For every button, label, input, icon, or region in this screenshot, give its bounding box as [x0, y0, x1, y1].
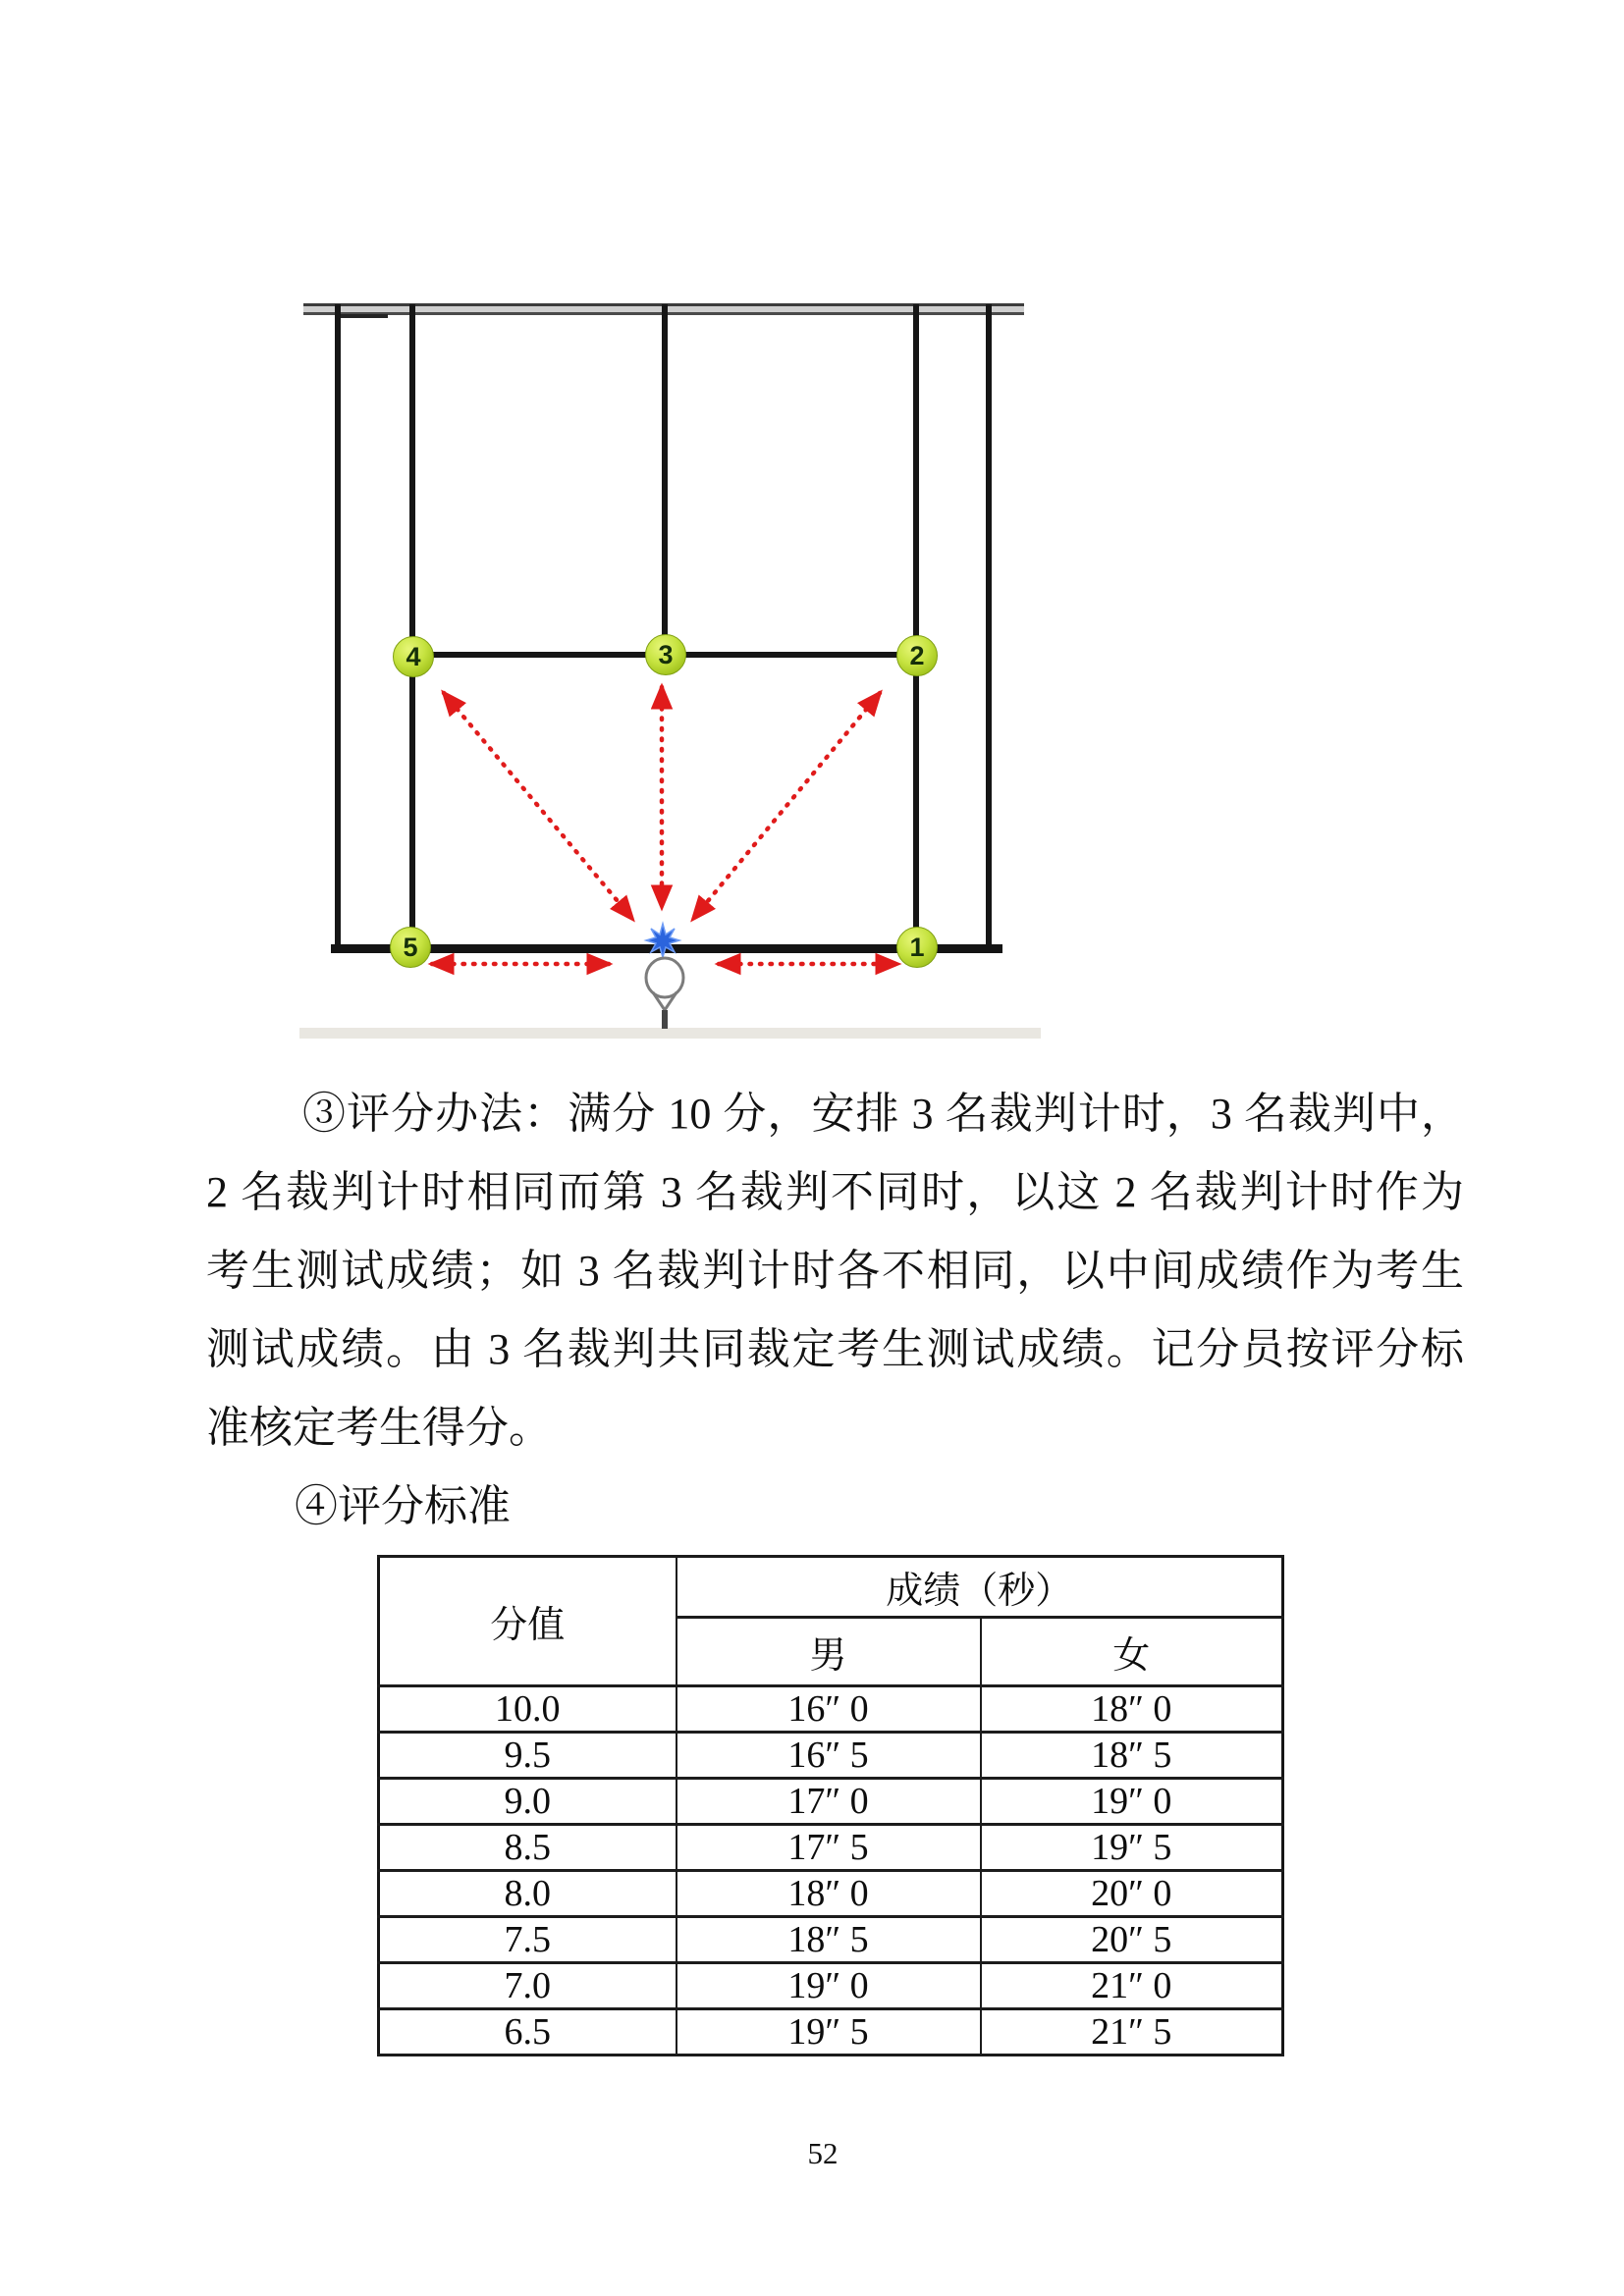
table-header-female: 女: [981, 1618, 1283, 1686]
table-row: [379, 1917, 1283, 1963]
marker-ball-2: [896, 635, 938, 676]
table-row: [379, 1825, 1283, 1871]
heading-scoring-standard: ④评分标准: [295, 1482, 511, 1530]
drill-arrows: [432, 687, 897, 964]
paragraph-line: ③评分办法：满分 10 分，安排 3 名裁判计时，3 名裁判中，: [302, 1090, 1464, 1138]
table-row: [379, 1686, 1283, 1733]
cell-score: 10.0: [379, 1686, 677, 1733]
page-number: 52: [807, 2136, 839, 2170]
paragraph-line: 考生测试成绩；如 3 名裁判计时各不相同，以中间成绩作为考生: [206, 1247, 1464, 1295]
cell-female: 21″ 5: [981, 2009, 1283, 2056]
paragraph-line: 2 名裁判计时相同而第 3 名裁判不同时，以这 2 名裁判计时作为: [206, 1168, 1464, 1216]
arrow-star-to-2: [693, 693, 880, 919]
ball-1-label: 1: [909, 932, 925, 962]
marker-ball-4: [393, 636, 434, 677]
table-row: [379, 1733, 1283, 1779]
table-row: [379, 1779, 1283, 1825]
cell-score: 8.5: [379, 1825, 677, 1871]
arrow-star-to-4: [444, 693, 632, 919]
cell-score: 7.5: [379, 1917, 677, 1963]
cell-female: 20″ 5: [981, 1917, 1283, 1963]
cell-male: 17″ 0: [677, 1779, 981, 1825]
paragraph-line: 准核定考生得分。: [206, 1404, 552, 1452]
cell-score: 8.0: [379, 1871, 677, 1917]
cell-male: 18″ 5: [677, 1917, 981, 1963]
cell-male: 16″ 5: [677, 1733, 981, 1779]
table-header-score: 分值: [379, 1557, 677, 1686]
ball-4-label: 4: [406, 641, 421, 671]
cell-female: 21″ 0: [981, 1963, 1283, 2009]
paragraph-line: 测试成绩。由 3 名裁判共同裁定考生测试成绩。记分员按评分标: [206, 1325, 1464, 1373]
cell-score: 9.5: [379, 1733, 677, 1779]
racket-icon: [646, 958, 683, 1029]
cell-score: 9.0: [379, 1779, 677, 1825]
cell-male: 19″ 0: [677, 1963, 981, 2009]
table-header-male: 男: [677, 1618, 981, 1686]
cell-male: 17″ 5: [677, 1825, 981, 1871]
ball-3-label: 3: [658, 639, 674, 669]
table-row: [379, 2009, 1283, 2056]
cell-female: 20″ 0: [981, 1871, 1283, 1917]
table-row: [379, 1963, 1283, 2009]
table-row: [379, 1871, 1283, 1917]
cell-male: 18″ 0: [677, 1871, 981, 1917]
ball-5-label: 5: [403, 932, 418, 962]
table-header-result: 成绩（秒）: [677, 1557, 1283, 1618]
scoring-table: [377, 1555, 1284, 2056]
paragraph-scoring-method: [206, 1075, 1464, 1468]
start-star-icon: [646, 924, 679, 957]
cell-female: 18″ 5: [981, 1733, 1283, 1779]
cell-male: 19″ 5: [677, 2009, 981, 2056]
cell-female: 19″ 0: [981, 1779, 1283, 1825]
marker-ball-1: [896, 927, 938, 968]
cell-score: 6.5: [379, 2009, 677, 2056]
cell-score: 7.0: [379, 1963, 677, 2009]
cell-female: 19″ 5: [981, 1825, 1283, 1871]
marker-ball-5: [390, 927, 431, 968]
cell-female: 18″ 0: [981, 1686, 1283, 1733]
ball-2-label: 2: [909, 640, 925, 670]
cell-male: 16″ 0: [677, 1686, 981, 1733]
marker-ball-3: [645, 634, 686, 675]
